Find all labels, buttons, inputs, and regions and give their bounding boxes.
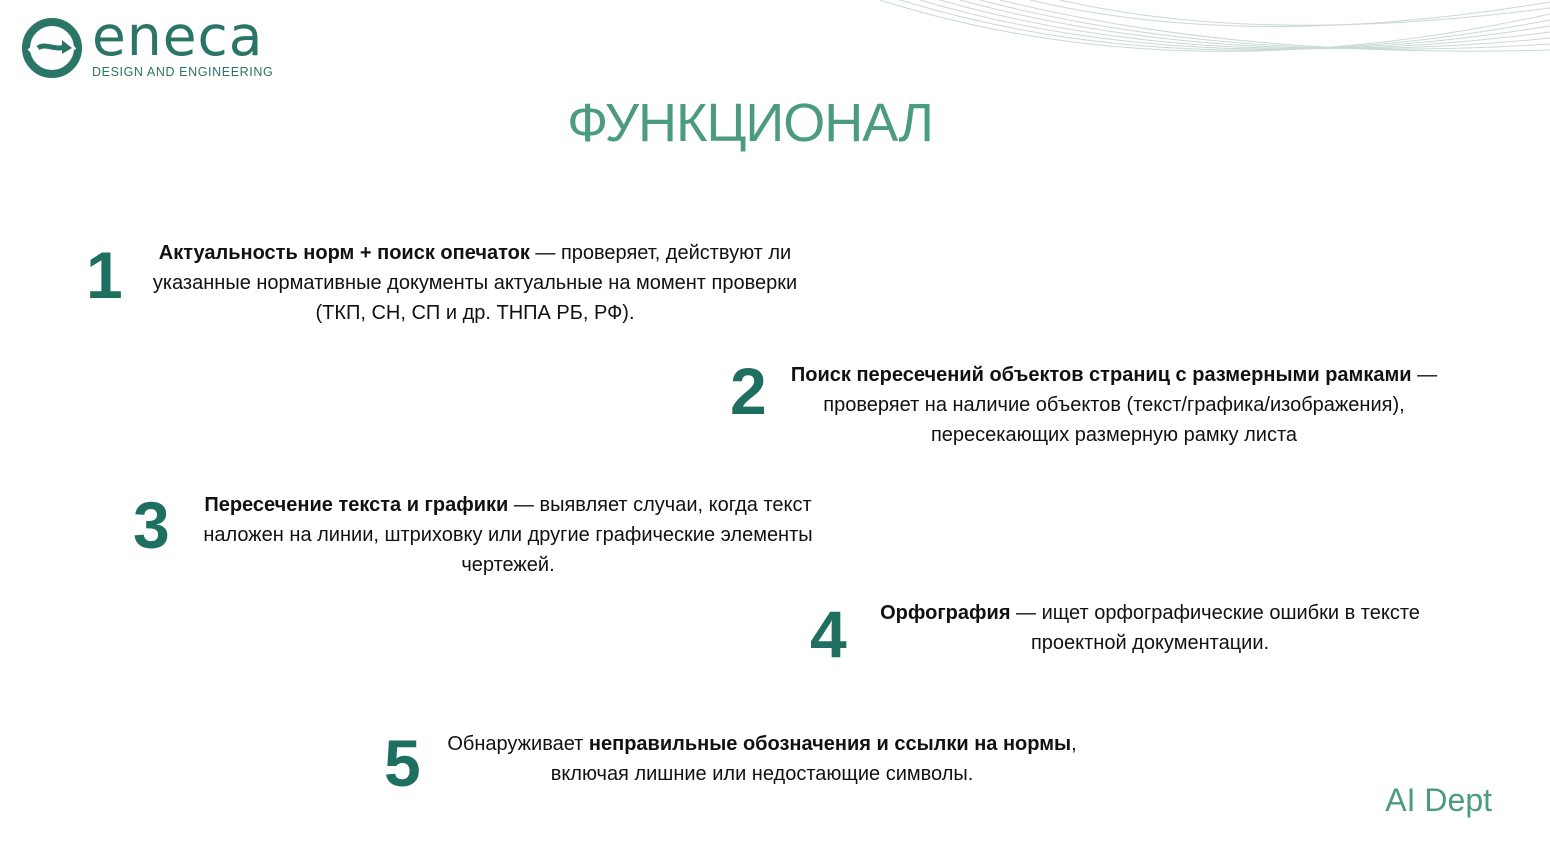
feature-3-text (176, 490, 840, 580)
feature-2-number: 2 (730, 354, 767, 428)
feature-1-description: — проверяет, действуют ли указанные нормативные документы актуальные на момент проверки (ТКП, СН, СП и др. ТНПА РБ, РФ). (152, 242, 798, 324)
feature-5-title: неправильные обозначения и ссылки на нормы (588, 733, 1072, 755)
logo-wordmark: eneca (92, 4, 264, 68)
feature-1-number: 1 (86, 238, 123, 312)
feature-4-text (852, 598, 1448, 658)
feature-3-title: Пересечение текста и графики (204, 494, 509, 516)
feature-1-text (128, 238, 822, 328)
feature-5-number: 5 (384, 726, 421, 800)
feature-2-description: — проверяет на наличие объектов (текст/графика/изображения), пересекающих размерную рамку листа (823, 364, 1438, 446)
feature-2-text (778, 360, 1450, 450)
feature-4-number: 4 (810, 597, 847, 671)
feature-2-title: Поиск пересечений объектов страниц с размерными рамками (790, 364, 1412, 386)
feature-5-text (426, 729, 1098, 789)
feature-3-description: — выявляет случаи, когда текст наложен на линии, штриховку или другие графические элементы чертежей. (203, 494, 813, 576)
feature-4-description: — ищет орфографические ошибки в тексте проектной документации. (1010, 602, 1420, 654)
feature-5-prefix: Обнаруживает (447, 733, 589, 755)
feature-4-title: Орфография (880, 602, 1011, 624)
feature-3-number: 3 (133, 488, 170, 562)
feature-5-description: , включая лишние или недостающие символы. (550, 733, 1077, 785)
eneca-logo-icon (22, 18, 82, 78)
footer-label: AI Dept (1385, 782, 1492, 818)
logo-tagline: DESIGN AND ENGINEERING (92, 65, 274, 79)
feature-1-title: Актуальность норм + поиск опечаток (158, 242, 530, 264)
page-title: ФУНКЦИОНАЛ (567, 93, 933, 153)
